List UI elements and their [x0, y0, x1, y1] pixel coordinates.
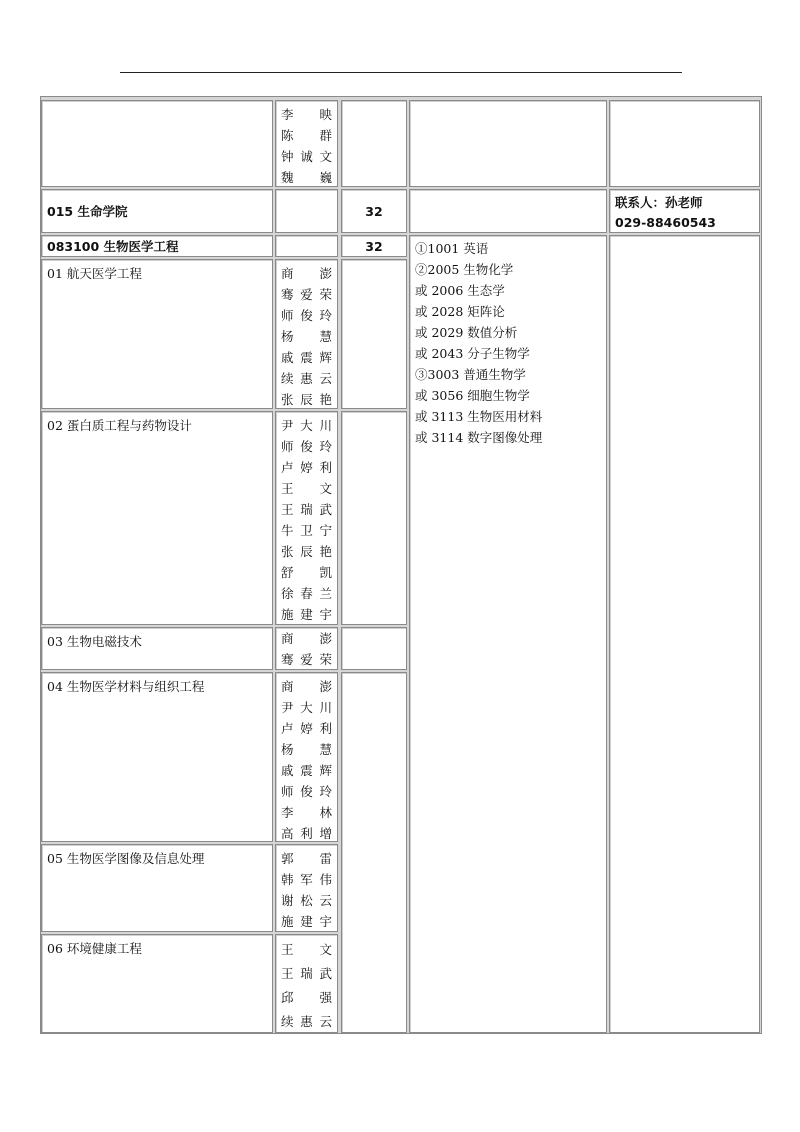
advisor-name: 师俊玲 — [281, 784, 332, 799]
direction-05-advisors — [275, 844, 338, 932]
direction-02-quota — [341, 411, 407, 625]
direction-01-cell — [41, 259, 273, 409]
advisor-name: 施建宇 — [281, 914, 332, 929]
major-name: 083100 生物医学工程 — [47, 239, 179, 254]
advisor-name: 王 文 — [281, 481, 332, 496]
advisor-name: 韩军伟 — [281, 872, 332, 887]
exam-subject: ②2005 生物化学 — [415, 262, 514, 277]
admissions-table — [40, 96, 762, 1034]
direction-02-cell — [41, 411, 273, 625]
direction-05-cell — [41, 844, 273, 932]
advisor-name: 尹大川 — [281, 418, 332, 433]
top-direction-cell — [41, 100, 273, 187]
college-name: 015 生命学院 — [47, 204, 128, 219]
direction-name: 01 航天医学工程 — [47, 266, 142, 281]
advisor-name: 王瑞武 — [281, 966, 332, 981]
advisor-name: 邱 强 — [281, 990, 332, 1005]
advisor-name: 尹大川 — [281, 700, 332, 715]
direction-04-advisors — [275, 672, 338, 842]
advisor-name: 戚震辉 — [281, 763, 332, 778]
advisor-name: 王 文 — [281, 942, 332, 957]
advisor-name: 李 映 — [281, 107, 332, 122]
advisor-name: 牛卫宁 — [281, 523, 332, 538]
advisor-name: 戚震辉 — [281, 350, 332, 365]
college-contact-cell — [609, 189, 760, 233]
direction-03-quota — [341, 627, 407, 670]
remarks-cell — [609, 235, 760, 1033]
advisor-name: 商 澎 — [281, 631, 332, 646]
advisor-name: 商 澎 — [281, 679, 332, 694]
exam-subject: 或 3056 细胞生物学 — [415, 388, 530, 403]
college-quota-cell — [341, 189, 407, 233]
major-name-cell — [41, 235, 273, 257]
direction-name: 05 生物医学图像及信息处理 — [47, 851, 205, 866]
major-advisors-cell — [275, 235, 338, 257]
advisor-name: 张辰艳 — [281, 544, 332, 559]
top-remark-cell — [609, 100, 760, 187]
top-quota-cell — [341, 100, 407, 187]
advisor-name: 舒 凯 — [281, 565, 332, 580]
advisor-name: 郭 雷 — [281, 851, 332, 866]
contact-phone: 029-88460543 — [615, 215, 716, 230]
direction-name: 04 生物医学材料与组织工程 — [47, 679, 205, 694]
advisor-name: 师俊玲 — [281, 308, 332, 323]
exam-subject: 或 2006 生态学 — [415, 283, 505, 298]
direction-02-advisors — [275, 411, 338, 625]
direction-06-advisors — [275, 934, 338, 1033]
direction-03-advisors — [275, 627, 338, 670]
advisor-name: 高利增 — [281, 826, 332, 841]
advisor-name: 骞爱荣 — [281, 287, 332, 302]
direction-01-advisors — [275, 259, 338, 409]
advisor-name: 商 澎 — [281, 266, 332, 281]
major-quota-cell — [341, 235, 407, 257]
direction-name: 06 环境健康工程 — [47, 941, 142, 956]
advisor-name: 杨 慧 — [281, 742, 332, 757]
advisor-name: 师俊玲 — [281, 439, 332, 454]
advisor-name: 张辰艳 — [281, 392, 332, 407]
college-advisors-cell — [275, 189, 338, 233]
exam-subject: 或 2043 分子生物学 — [415, 346, 530, 361]
exam-subject: 或 2029 数值分析 — [415, 325, 518, 340]
direction-04-cell — [41, 672, 273, 842]
top-exam-cell — [409, 100, 607, 187]
direction-06-cell — [41, 934, 273, 1033]
advisor-name: 卢婷利 — [281, 721, 332, 736]
directions-04-06-quota — [341, 672, 407, 1033]
college-quota: 32 — [365, 203, 383, 219]
college-exam-cell — [409, 189, 607, 233]
advisor-name: 魏 巍 — [281, 170, 332, 185]
advisor-name: 陈 群 — [281, 128, 332, 143]
advisor-name: 续惠云 — [281, 1014, 332, 1029]
contact-label: 联系人：孙老师 — [615, 195, 703, 210]
advisor-name: 施建宇 — [281, 607, 332, 622]
exam-subject: 或 3114 数字图像处理 — [415, 430, 543, 445]
advisor-name: 骞爱荣 — [281, 652, 332, 667]
top-advisors-cell — [275, 100, 338, 187]
advisor-name: 卢婷利 — [281, 460, 332, 475]
college-name-cell — [41, 189, 273, 233]
advisor-name: 王瑞武 — [281, 502, 332, 517]
advisor-name: 徐春兰 — [281, 586, 332, 601]
direction-name: 02 蛋白质工程与药物设计 — [47, 418, 192, 433]
exam-subject: ③3003 普通生物学 — [415, 367, 526, 382]
direction-01-quota — [341, 259, 407, 409]
advisor-name: 杨 慧 — [281, 329, 332, 344]
header-rule — [120, 72, 682, 73]
direction-name: 03 生物电磁技术 — [47, 634, 142, 649]
exam-subject: ①1001 英语 — [415, 241, 489, 256]
advisor-name: 李 林 — [281, 805, 332, 820]
advisor-name: 谢松云 — [281, 893, 332, 908]
exam-subjects-cell — [409, 235, 607, 1033]
exam-subject: 或 2028 矩阵论 — [415, 304, 505, 319]
major-quota: 32 — [365, 238, 383, 254]
advisor-name: 钟诚文 — [281, 149, 332, 164]
advisor-name: 续惠云 — [281, 371, 332, 386]
exam-subject: 或 3113 生物医用材料 — [415, 409, 543, 424]
direction-03-cell — [41, 627, 273, 670]
